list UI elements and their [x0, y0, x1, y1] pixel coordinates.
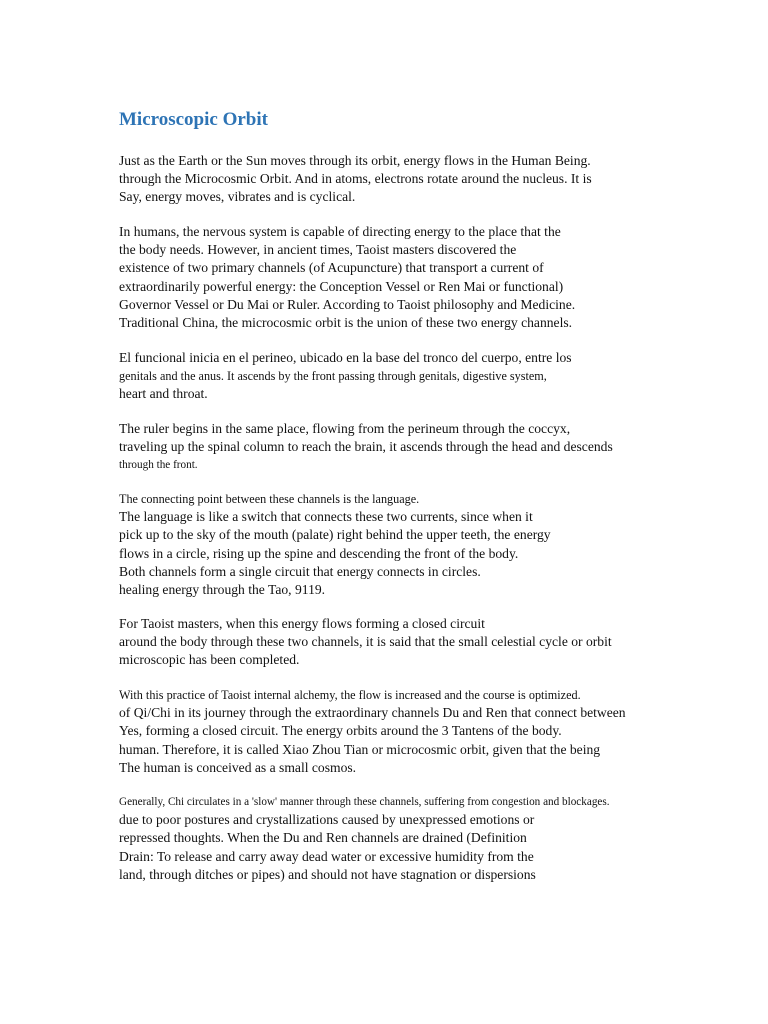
paragraph-line: of Qi/Chi in its journey through the extraordinary channels Du and Ren that connect between	[119, 705, 626, 721]
paragraph-line: Just as the Earth or the Sun moves through its orbit, energy flows in the Human Being.	[119, 153, 591, 168]
paragraph-line: healing energy through the Tao, 9119.	[119, 582, 326, 598]
paragraph-line: the body needs. However, in ancient times, Taoist masters discovered the	[119, 242, 517, 258]
paragraph-line: flows in a circle, rising up the spine and descending the front of the body.	[119, 545, 519, 561]
paragraph-ruler-channel	[119, 420, 613, 475]
paragraph-earth-sun-orbit	[119, 152, 592, 207]
paragraph-line: Say, energy moves, vibrates and is cyclical.	[119, 189, 356, 205]
paragraph-line: The connecting point between these channels is the language.	[119, 492, 420, 506]
paragraph-line: The human is conceived as a small cosmos.	[119, 759, 357, 775]
paragraph-internal-alchemy	[119, 686, 626, 777]
page-title: Microscopic Orbit	[119, 109, 268, 130]
paragraph-line: human. Therefore, it is called Xiao Zhou Tian or microcosmic orbit, given that the being	[119, 741, 601, 757]
paragraph-line: extraordinarily powerful energy: the Conception Vessel or Ren Mai or functional)	[119, 278, 564, 294]
paragraph-line: microscopic has been completed.	[119, 652, 300, 668]
paragraph-line: Governor Vessel or Du Mai or Ruler. According to Taoist philosophy and Medicine.	[119, 296, 576, 312]
paragraph-line: El funcional inicia en el perineo, ubicado en la base del tronco del cuerpo, entre los	[119, 350, 572, 365]
paragraph-connecting-point	[119, 490, 551, 599]
paragraph-line: pick up to the sky of the mouth (palate) right behind the upper teeth, the energy	[119, 527, 551, 543]
paragraph-nervous-system	[119, 223, 575, 332]
paragraph-line: The language is like a switch that connects these two currents, since when it	[119, 509, 533, 525]
paragraph-line: due to poor postures and crystallizations caused by unexpressed emotions or	[119, 812, 535, 828]
paragraph-line: land, through ditches or pipes) and should not have stagnation or dispersions	[119, 866, 536, 882]
paragraph-line: through the Microcosmic Orbit. And in atoms, electrons rotate around the nucleus. It is	[119, 171, 592, 187]
paragraph-line: genitals and the anus. It ascends by the front passing through genitals, digestive system,	[119, 369, 547, 384]
paragraph-line: Drain: To release and carry away dead water or excessive humidity from the	[119, 848, 534, 864]
paragraph-line: through the front.	[119, 459, 198, 472]
paragraph-line: repressed thoughts. When the Du and Ren channels are drained (Definition	[119, 830, 527, 846]
paragraph-line: traveling up the spinal column to reach the brain, it ascends through the head and descends	[119, 439, 613, 455]
paragraph-line: In humans, the nervous system is capable of directing energy to the place that the	[119, 224, 561, 239]
paragraph-line: With this practice of Taoist internal alchemy, the flow is increased and the course is optimized.	[119, 688, 581, 702]
paragraph-functional-channel	[119, 349, 572, 404]
paragraph-line: around the body through these two channels, it is said that the small celestial cycle or orbit	[119, 634, 612, 650]
paragraph-line: For Taoist masters, when this energy flows forming a closed circuit	[119, 616, 485, 631]
paragraph-line: Traditional China, the microcosmic orbit is the union of these two energy channels.	[119, 315, 573, 331]
paragraph-line: existence of two primary channels (of Acupuncture) that transport a current of	[119, 260, 544, 276]
paragraph-line: Yes, forming a closed circuit. The energy orbits around the 3 Tantens of the body.	[119, 723, 562, 739]
paragraph-closed-circuit	[119, 615, 612, 670]
paragraph-chi-circulation	[119, 793, 610, 884]
paragraph-line: The ruler begins in the same place, flowing from the perineum through the coccyx,	[119, 421, 571, 436]
paragraph-line: Both channels form a single circuit that energy connects in circles.	[119, 563, 481, 579]
paragraph-line: Generally, Chi circulates in a 'slow' manner through these channels, suffering from congestion and blockages.	[119, 796, 610, 808]
paragraph-line: heart and throat.	[119, 386, 208, 402]
